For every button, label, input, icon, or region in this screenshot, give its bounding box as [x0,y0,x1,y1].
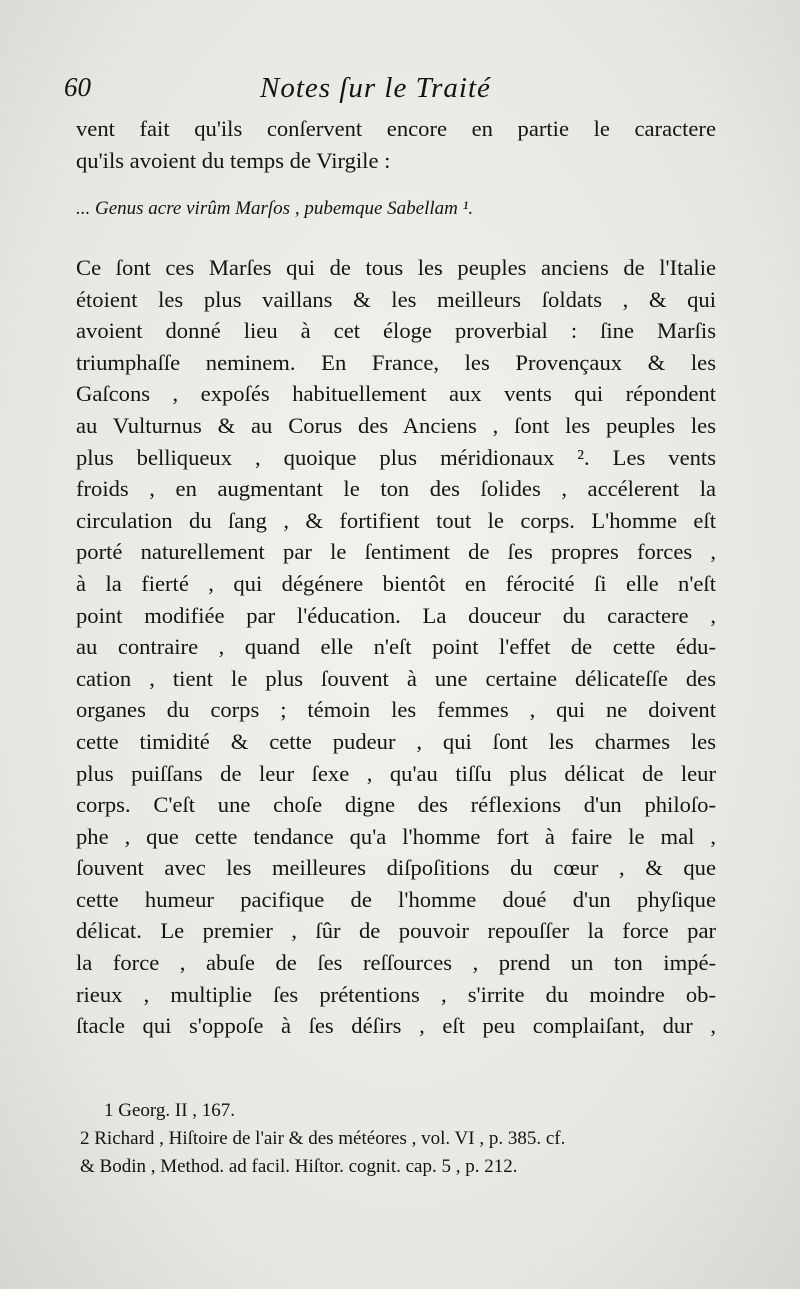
text-line: corps. C'eſt une choſe digne des réflexions d'un philoſo- [76,792,716,818]
text-line: ſouvent avec les meilleures diſpoſitions du cœur , & que [76,855,716,881]
text-line: étoient les plus vaillans & les meilleurs ſoldats , & qui [76,286,716,312]
main-paragraph [76,252,716,1042]
text-line: cation , tient le plus ſouvent à une certaine délicateſſe des [76,665,716,691]
text-line: plus puiſſans de leur ſexe , qu'au tiſſu plus délicat de leur [76,760,716,786]
text-line: Ce ſont ces Marſes qui de tous les peuples anciens de l'Italie [76,255,716,280]
footnote-1: 1 Georg. II , 167. [104,1100,236,1121]
text-line: la force , abuſe de ſes reſſources , prend un ton impé- [76,950,716,976]
text-line: triumphaſſe neminem. En France, les Provençaux & les [76,349,716,375]
text-line: avoient donné lieu à cet éloge proverbial : ſine Marſis [76,318,716,344]
text-line: vent fait qu'ils conſervent encore en partie le caractere [76,116,716,141]
text-line: point modifiée par l'éducation. La douceur du caractere , [76,602,716,628]
text-line: au Vulturnus & au Corus des Anciens , ſont les peuples les [76,412,716,438]
footnote-2: 2 Richard , Hiſtoire de l'air & des météores , vol. VI , p. 385. cf. [80,1128,566,1149]
footnote-2-continuation: & Bodin , Method. ad facil. Hiſtor. cognit. cap. 5 , p. 212. [80,1156,518,1177]
text-line: circulation du ſang , & fortifient tout le corps. L'homme eſt [76,507,716,533]
text-line: phe , que cette tendance qu'a l'homme fort à faire le mal , [76,823,716,849]
text-line: délicat. Le premier , ſûr de pouvoir repouſſer la force par [76,918,716,944]
text-line: à la fierté , qui dégénere bientôt en férocité ſi elle n'eſt [76,570,716,596]
running-title: Notes ſur le Traité [260,72,491,104]
page-header [64,72,736,108]
text-line: qu'ils avoient du temps de Virgile : [76,147,391,173]
text-line: rieux , multiplie ſes prétentions , s'irrite du moindre ob- [76,981,716,1007]
latin-quotation: ... Genus acre virûm Marſos , pubemque Sabellam ¹. [76,198,474,219]
text-line: cette timidité & cette pudeur , qui ſont les charmes les [76,728,716,754]
text-line: Gaſcons , expoſés habituellement aux vents qui répondent [76,381,716,407]
text-line: cette humeur pacifique de l'homme doué d'un phyſique [76,886,716,912]
paragraph-continuation [76,113,716,176]
text-line: ſtacle qui s'oppoſe à ſes déſirs , eſt peu complaiſant, dur , [76,1013,716,1039]
text-line: organes du corps ; témoin les femmes , qui ne doivent [76,697,716,723]
text-line: porté naturellement par le ſentiment de ſes propres forces , [76,539,716,565]
text-line: plus belliqueux , quoique plus méridionaux ². Les vents [76,444,716,470]
text-line: froids , en augmentant le ton des ſolides , accélerent la [76,476,716,502]
page-number: 60 [64,72,91,102]
text-line: au contraire , quand elle n'eſt point l'effet de cette édu- [76,634,716,660]
footnotes [80,1097,720,1181]
